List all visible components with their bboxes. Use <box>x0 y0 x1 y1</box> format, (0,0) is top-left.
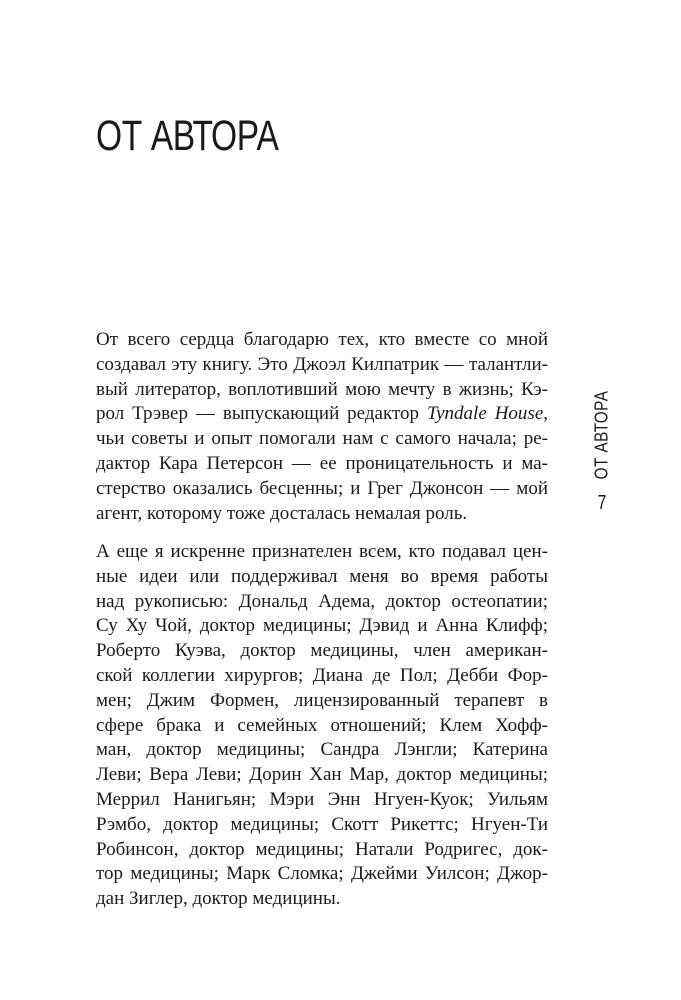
text-line: А еще я искренне признателен всем, кто подавал цен- <box>96 541 548 562</box>
text-line: мен; Джим Формен, лицензированный терапевт в <box>96 689 548 711</box>
acknowledgement-paragraph-2 <box>96 540 548 912</box>
text-line: Леви; Вера Леви; Дорин Хан Мар, доктор медицины; <box>96 764 548 786</box>
text-line: Рэмбо, доктор медицины; Скотт Рикеттс; Нгуен-Ти <box>96 813 548 835</box>
text-line <box>96 402 548 427</box>
text-line: сфере брака и семейных отношений; Клем Хофф- <box>96 714 548 736</box>
text-line: Меррил Нанигьян; Мэри Энн Нгуен-Куок; Уильям <box>96 788 548 810</box>
chapter-title: ОТ АВТОРА <box>96 112 279 160</box>
text-line: ской коллегии хирургов; Диана де Пол; Дебби Фор- <box>96 664 548 686</box>
text-line: Робинсон, доктор медицины; Натали Родригес, док- <box>96 838 548 860</box>
text-line: дактор Кара Петерсон — ее проницательность и ма- <box>96 452 548 474</box>
running-head <box>589 380 615 490</box>
text-line: дан Зиглер, доктор медицины. <box>96 888 341 910</box>
text-line: вый литератор, воплотивший мою мечту в жизнь; Кэ- <box>96 378 548 400</box>
acknowledgement-paragraph-1 <box>96 328 548 526</box>
text-line: стерство оказались бесценны; и Грег Джонсон — мой <box>96 477 548 499</box>
publisher-name: Tyndale House, <box>426 403 548 425</box>
text-line: агент, которому тоже досталась немалая роль. <box>96 502 468 524</box>
text-line: Су Ху Чой, доктор медицины; Дэвид и Анна Клифф; <box>96 615 548 637</box>
text-line: Роберто Куэва, доктор медицины, член американ- <box>96 640 548 662</box>
text-line: над рукописью: Дональд Адема, доктор остеопатии; <box>96 590 548 612</box>
text-line-part: рол Трэвер — выпускающий редактор <box>96 403 419 425</box>
page-number: 7 <box>597 492 607 514</box>
text-line: ные идеи или поддерживал меня во время работы <box>96 565 548 587</box>
text-line: тор медицины; Марк Сломка; Джейми Уилсон; Джор- <box>96 863 548 885</box>
text-line: чьи советы и опыт помогали нам с самого начала; ре- <box>96 428 548 450</box>
text-line: От всего сердца благодарю тех, кто вместе со мной <box>96 329 548 350</box>
running-head-text: ОТ АВТОРА <box>591 390 612 480</box>
text-line: ман, доктор медицины; Сандра Лэнгли; Катерина <box>96 739 548 761</box>
text-line: создавал эту книгу. Это Джоэл Килпатрик — талантли- <box>96 353 548 375</box>
